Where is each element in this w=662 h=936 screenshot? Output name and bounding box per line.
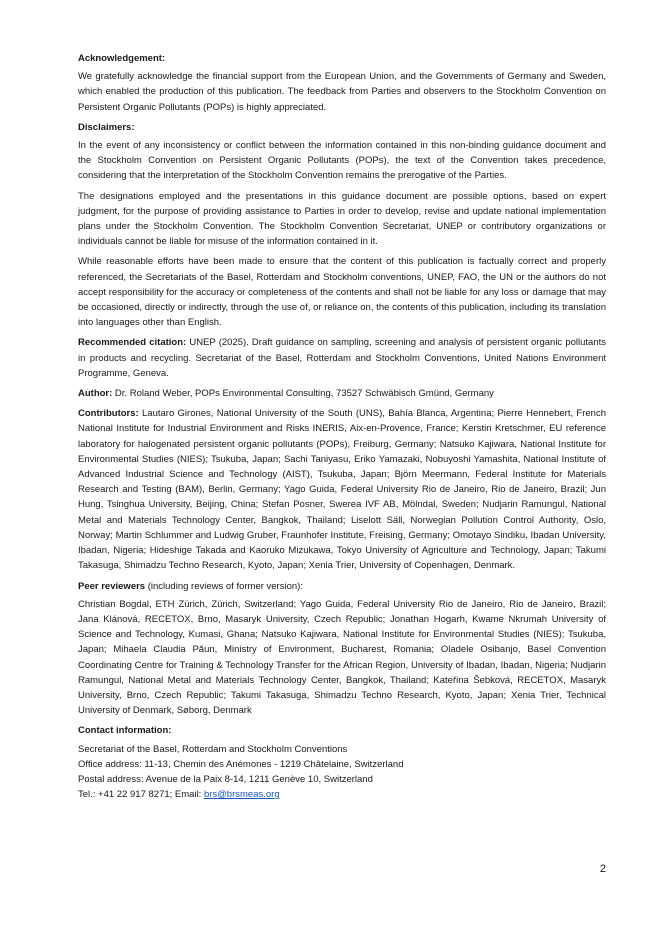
disclaimers-heading: Disclaimers: [78,121,135,133]
disclaimer-paragraph-1: In the event of any inconsistency or conflict between the information contained in this non-binding guidance document and the Stockholm Convention on Persistent Organic Pollutants (POPs), the text of the Convention takes precedence, considering that the interpretation of the Stockholm Convention remains the prerogative of the Parties. [78,140,606,182]
contributors-label: Contributors: [78,408,139,420]
author-text: Dr. Roland Weber, POPs Environmental Consulting, 73527 Schwäbisch Gmünd, Germany [112,388,494,400]
contact-line-4 [78,787,606,802]
author-line [78,386,606,401]
disclaimer-paragraph-2: The designations employed and the presentations in this guidance document are possible options, based on expert judgment, for the purpose of providing assistance to Parties in order to develop, revise and update national implementation plans under the Stockholm Convention. The Stockholm Convention Secretariat, UNEP or contributory organizations or individuals cannot be liable for misuse of the information contained in it. [78,190,606,248]
page-number: 2 [599,863,606,875]
contact-line-2: Office address: 11-13, Chemin des Anémones - 1219 Châtelaine, Switzerland [78,758,404,770]
contact-heading: Contact information: [78,725,172,737]
email-link[interactable]: brs@brsmeas.org [203,789,280,801]
contact-line-3: Postal address: Avenue de la Paix 8-14, 1211 Genève 10, Switzerland [78,773,373,785]
recommended-citation [78,335,606,381]
reviewers-label-suffix: (including reviews of former version): [145,580,303,592]
disclaimer-paragraph-3: While reasonable efforts have been made to ensure that the content of this publication is factually correct and properly referenced, the Secretariats of the Basel, Rotterdam and Stockholm conventions, UNEP, FAO, the UN or the authors do not accept responsibility for the accuracy or completeness of the contents and shall not be liable for any loss or damage that may be occasioned, directly or indirectly, through the use of, or reliance on, the contents of this publication, including its translation into languages other than English. [78,256,606,329]
reviewers-text: Christian Bogdal, ETH Zürich, Zürich, Switzerland; Yago Guida, Federal University Rio de Janeiro, Rio de Janeiro, Brazil; Jana Klánová, RECETOX, Brno, Masaryk University, Czech Republic; Jonathan Hogarh, Kwame Nkrumah University of Science and Technology, Kumasi, Ghana; Natsuko Kajiwara, National Institute for Environmental Studies (NIES); Tsukuba, Japan; Mihaela Claudia Păun, Ministry of Environment, Bucharest, Romania; Oladele Osibanjo, Basel Convention Coordinating Centre for Training & Technology Transfer for the African Region, University of Ibadan, Ibadan, Nigeria; Nudjarin Ramungul, National Metal and Materials Technology Center, Bangkok, Thailand; Kateřina Šebková, RECETOX, Masaryk University, Brno, Czech Republic; Takumi Takasuga, Shimadzu Techno Research, Kyoto, Japan; Xenia Trier, Technical University of Denmark, Søborg, Denmark [78,598,606,717]
tel-text: Tel.: +41 22 917 8271; Email: [78,789,204,801]
contributors-paragraph [78,406,606,573]
reviewers-label: Peer reviewers [78,580,146,592]
acknowledgement-heading: Acknowledgement: [78,53,166,64]
citation-text: UNEP (2025). Draft guidance on sampling, screening and analysis of persistent organic pollutants in products and recycling. Secretariat of the Basel, Rotterdam and Stockholm Conventions, United Nations Environment Programme, Geneva. [78,337,606,379]
acknowledgement-text: We gratefully acknowledge the financial support from the European Union, and the Governments of Germany and Sweden, which enabled the production of this publication. The feedback from Parties and observers to the Stockholm Convention on Persistent Organic Pollutants (POPs) is highly appreciated. [78,71,606,113]
contributors-text: Lautaro Girones, National University of the South (UNS), Bahía Blanca, Argentina; Pierre Hennebert, French National Institute for Industrial Environment and Risks INERIS, Aix-en-Provence, France; Kerstin Kretschmer, EU reference laboratory for halogenated persistent organic pollutants (POPs), Freiburg, Germany; Natsuko Kajiwara, National Institute for Environmental Studies (NIES); Tsukuba, Japan; Sachi Taniyasu, Eriko Yamazaki, Nobuyoshi Yamashita, National Institute of Advanced Industrial Science and Technology (AIST), Tsukuba, Japan; Björn Meermann, Federal Institute for Materials Research and Testing (BAM), Berlin, Germany; Yago Guida, Federal University Rio de Janeiro, Rio de Janeiro, Brazil; Jun Hung, Tsinghua University, Beijing, China; Stefan Posner, Swerea IVF AB, Mölndal, Sweden; Nudjarin Ramungul, National Metal and Materials Technology Center, Bangkok, Thailand; Liselott Säll, Norwegian Pollution Control Authority, Oslo, Norway; Martin Schlummer and Ludwig Gruber, Fraunhofer Institute, Freising, Germany; Omotayo Sindiku, Ibadan University, Ibadan, Nigeria; Hideshige Takada and Kaoruko Mizukawa, Tokyo University of Agriculture and Technology, Japan; Takumi Takasuga, Shimadzu Techno Research, Kyoto, Japan; Xenia Trier, University of Copenhagen, Denmark. [78,408,606,572]
contact-line-1: Secretariat of the Basel, Rotterdam and Stockholm Conventions [78,743,348,755]
author-label: Author: [78,388,113,400]
contact-block [78,742,606,803]
reviewers-heading [78,579,606,594]
citation-label: Recommended citation: [78,337,187,349]
